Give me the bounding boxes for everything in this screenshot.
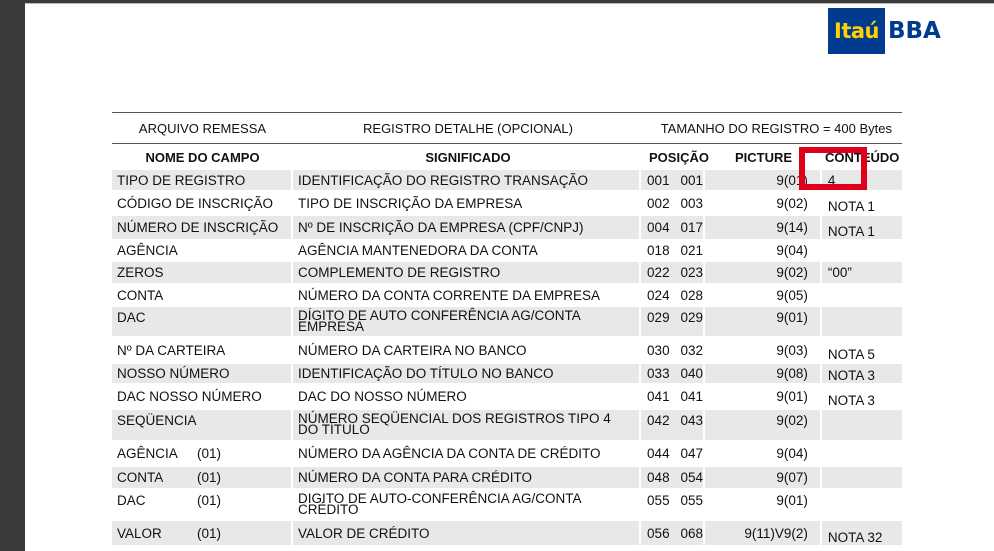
meaning-cell bbox=[293, 490, 639, 519]
content-cell bbox=[822, 467, 902, 488]
picture-format: 9(03) bbox=[776, 342, 808, 358]
picture-format: 9(02) bbox=[776, 413, 808, 428]
field-name: DAC bbox=[117, 493, 146, 508]
position-end: 023 bbox=[680, 265, 704, 280]
position-start: 041 bbox=[647, 389, 670, 404]
field-meaning: COMPLEMENTO DE REGISTRO bbox=[297, 265, 501, 280]
position-cell bbox=[641, 192, 703, 214]
table-row bbox=[112, 521, 902, 547]
content-cell bbox=[822, 307, 902, 336]
table-row bbox=[112, 262, 902, 285]
content-cell bbox=[822, 410, 902, 440]
field-meaning: DÍGITO DE AUTO CONFERÊNCIA AG/CONTA EMPRESA bbox=[297, 308, 581, 334]
position-end: 028 bbox=[680, 287, 704, 303]
field-occurrence: (01) bbox=[197, 470, 222, 485]
position-cell bbox=[641, 170, 703, 190]
field-name-cell bbox=[112, 285, 291, 305]
content-cell bbox=[822, 442, 902, 465]
field-name-cell bbox=[112, 307, 291, 336]
picture-cell bbox=[705, 467, 820, 488]
col-significado: SIGNIFICADO bbox=[425, 149, 511, 165]
field-meaning: IDENTIFICAÇÃO DO TÍTULO NO BANCO bbox=[297, 366, 554, 381]
content-cell bbox=[822, 216, 902, 239]
table-row bbox=[112, 364, 902, 385]
table-row bbox=[112, 385, 902, 410]
col-posicao: POSIÇÃO bbox=[649, 149, 709, 165]
field-content: “00” bbox=[827, 265, 852, 280]
picture-format: 9(02) bbox=[776, 195, 808, 211]
content-cell bbox=[822, 521, 902, 545]
picture-cell bbox=[705, 442, 820, 465]
field-content: NOTA 3 bbox=[827, 368, 875, 383]
field-name-cell bbox=[112, 192, 291, 214]
field-name: SEQÜENCIA bbox=[117, 413, 197, 428]
position-start: 022 bbox=[647, 265, 670, 280]
position-start: 030 bbox=[647, 342, 670, 358]
header-record-type: REGISTRO DETALHE (OPCIONAL) bbox=[363, 120, 573, 136]
field-name: TIPO DE REGISTRO bbox=[117, 172, 246, 188]
position-start: 044 bbox=[647, 446, 670, 461]
position-end: 043 bbox=[680, 413, 704, 428]
field-name: CONTA bbox=[117, 287, 164, 303]
meaning-cell bbox=[293, 364, 639, 383]
picture-cell bbox=[705, 521, 820, 545]
table-row bbox=[112, 410, 902, 442]
field-name: AGÊNCIA bbox=[117, 243, 178, 258]
meaning-cell bbox=[293, 467, 639, 488]
picture-cell bbox=[705, 262, 820, 283]
position-cell bbox=[641, 364, 703, 383]
field-meaning: Nº DE INSCRIÇÃO DA EMPRESA (CPF/CNPJ) bbox=[297, 220, 584, 235]
field-name: NÚMERO DE INSCRIÇÃO bbox=[117, 220, 279, 235]
table-header bbox=[112, 113, 902, 143]
position-end: 003 bbox=[680, 195, 704, 211]
header-file-type: ARQUIVO REMESSA bbox=[138, 120, 267, 136]
table-row bbox=[112, 442, 902, 467]
position-end: 047 bbox=[680, 446, 704, 461]
field-meaning: NÚMERO DA CONTA CORRENTE DA EMPRESA bbox=[297, 287, 601, 303]
position-end: 029 bbox=[680, 310, 704, 325]
field-content: NOTA 1 bbox=[827, 199, 875, 214]
table-row bbox=[112, 216, 902, 241]
col-picture: PICTURE bbox=[735, 149, 793, 165]
header-record-size: TAMANHO DO REGISTRO = 400 Bytes bbox=[660, 120, 892, 136]
meaning-cell bbox=[293, 307, 639, 336]
field-name-cell bbox=[112, 410, 291, 440]
field-name-cell bbox=[112, 442, 291, 465]
meaning-cell bbox=[293, 262, 639, 283]
picture-cell bbox=[705, 410, 820, 440]
col-nome: NOME DO CAMPO bbox=[145, 149, 260, 165]
column-headers bbox=[112, 144, 902, 170]
field-meaning: TIPO DE INSCRIÇÃO DA EMPRESA bbox=[297, 195, 523, 211]
table-row bbox=[112, 490, 902, 521]
window-frame-edge bbox=[25, 3, 994, 4]
picture-cell bbox=[705, 490, 820, 519]
meaning-cell bbox=[293, 338, 639, 362]
picture-format: 9(02) bbox=[776, 265, 808, 280]
field-name: Nº DA CARTEIRA bbox=[117, 342, 226, 358]
position-start: 002 bbox=[647, 195, 670, 211]
position-cell bbox=[641, 262, 703, 283]
meaning-cell bbox=[293, 521, 639, 545]
table-row bbox=[112, 192, 902, 216]
picture-format: 9(14) bbox=[776, 220, 808, 235]
picture-cell bbox=[705, 307, 820, 336]
position-start: 033 bbox=[647, 366, 670, 381]
field-content: 4 bbox=[827, 172, 836, 188]
table-row bbox=[112, 307, 902, 338]
position-cell bbox=[641, 442, 703, 465]
content-cell bbox=[822, 285, 902, 305]
field-meaning: NÚMERO DA CARTEIRA NO BANCO bbox=[297, 342, 527, 358]
picture-cell bbox=[705, 241, 820, 260]
position-cell bbox=[641, 216, 703, 239]
position-start: 055 bbox=[647, 493, 670, 508]
position-start: 029 bbox=[647, 310, 670, 325]
picture-format: 9(04) bbox=[776, 243, 808, 258]
field-name: NOSSO NÚMERO bbox=[117, 366, 230, 381]
picture-format: 9(01) bbox=[776, 389, 808, 404]
picture-cell bbox=[705, 385, 820, 408]
field-meaning: NÚMERO DA AGÊNCIA DA CONTA DE CRÉDITO bbox=[297, 446, 601, 461]
field-occurrence: (01) bbox=[197, 446, 222, 461]
position-cell bbox=[641, 307, 703, 336]
position-start: 048 bbox=[647, 470, 670, 485]
content-cell bbox=[822, 364, 902, 383]
field-name: CONTA bbox=[117, 470, 164, 485]
field-name: ZEROS bbox=[117, 265, 164, 280]
field-content: NOTA 5 bbox=[827, 347, 875, 362]
table-body bbox=[112, 170, 902, 547]
record-layout-table bbox=[112, 112, 902, 547]
position-cell bbox=[641, 467, 703, 488]
position-end: 040 bbox=[680, 366, 704, 381]
logo-brand: Itaú bbox=[828, 8, 885, 54]
field-name-cell bbox=[112, 338, 291, 362]
picture-format: 9(05) bbox=[776, 287, 808, 303]
picture-format: 9(01) bbox=[776, 310, 808, 325]
position-cell bbox=[641, 285, 703, 305]
position-start: 042 bbox=[647, 413, 670, 428]
field-name-cell bbox=[112, 467, 291, 488]
field-meaning: NÚMERO SEQÜENCIAL DOS REGISTROS TIPO 4 DO TÍTULO bbox=[297, 411, 611, 437]
field-name-cell bbox=[112, 216, 291, 239]
table-row bbox=[112, 170, 902, 192]
position-end: 054 bbox=[680, 470, 704, 485]
field-content: NOTA 32 bbox=[827, 530, 883, 545]
field-name: CÓDIGO DE INSCRIÇÃO bbox=[117, 195, 274, 211]
field-name-cell bbox=[112, 385, 291, 408]
table-row bbox=[112, 467, 902, 490]
picture-format: 9(11)V9(2) bbox=[744, 525, 808, 541]
logo-suffix: BBA bbox=[887, 18, 941, 44]
field-content: NOTA 3 bbox=[827, 393, 875, 408]
field-name-cell bbox=[112, 241, 291, 260]
position-cell bbox=[641, 241, 703, 260]
meaning-cell bbox=[293, 216, 639, 239]
content-cell bbox=[822, 490, 902, 519]
picture-cell bbox=[705, 285, 820, 305]
picture-format: 9(01) bbox=[776, 493, 808, 508]
field-name-cell bbox=[112, 490, 291, 519]
field-content: NOTA 1 bbox=[827, 224, 875, 239]
position-end: 055 bbox=[680, 493, 704, 508]
field-meaning: VALOR DE CRÉDITO bbox=[297, 525, 430, 541]
position-end: 032 bbox=[680, 342, 704, 358]
field-name-cell bbox=[112, 364, 291, 383]
picture-format: 9(01) bbox=[776, 172, 808, 188]
field-name: AGÊNCIA bbox=[117, 446, 178, 461]
content-cell bbox=[822, 262, 902, 283]
red-highlight-box bbox=[799, 147, 867, 190]
content-cell bbox=[822, 385, 902, 408]
field-occurrence: (01) bbox=[197, 493, 222, 508]
picture-cell bbox=[705, 192, 820, 214]
position-cell bbox=[641, 410, 703, 440]
field-meaning: AGÊNCIA MANTENEDORA DA CONTA bbox=[297, 243, 538, 258]
table-row bbox=[112, 285, 902, 307]
field-name: DAC bbox=[117, 310, 146, 325]
position-start: 001 bbox=[647, 172, 670, 188]
field-name-cell bbox=[112, 521, 291, 545]
position-cell bbox=[641, 521, 703, 545]
meaning-cell bbox=[293, 241, 639, 260]
position-end: 001 bbox=[680, 172, 704, 188]
meaning-cell bbox=[293, 442, 639, 465]
picture-cell bbox=[705, 338, 820, 362]
position-end: 021 bbox=[680, 243, 704, 258]
meaning-cell bbox=[293, 410, 639, 440]
meaning-cell bbox=[293, 385, 639, 408]
position-end: 041 bbox=[680, 389, 704, 404]
content-cell bbox=[822, 338, 902, 362]
position-end: 017 bbox=[680, 220, 704, 235]
field-meaning: DAC DO NOSSO NÚMERO bbox=[297, 389, 467, 404]
table-row bbox=[112, 241, 902, 262]
table-row bbox=[112, 338, 902, 364]
picture-cell bbox=[705, 364, 820, 383]
field-name-cell bbox=[112, 262, 291, 283]
position-cell bbox=[641, 338, 703, 362]
position-end: 068 bbox=[680, 525, 704, 541]
position-start: 024 bbox=[647, 287, 670, 303]
field-name: VALOR bbox=[117, 525, 162, 541]
field-meaning: DIGITO DE AUTO-CONFERÊNCIA AG/CONTA CRÉDITO bbox=[297, 491, 581, 517]
position-start: 004 bbox=[647, 220, 670, 235]
picture-format: 9(08) bbox=[776, 366, 808, 381]
field-occurrence: (01) bbox=[197, 525, 222, 541]
col-conteudo: CONTEÚDO bbox=[825, 149, 900, 165]
position-cell bbox=[641, 490, 703, 519]
position-cell bbox=[641, 385, 703, 408]
window-frame-left bbox=[0, 0, 25, 551]
itau-bba-logo bbox=[828, 8, 941, 54]
field-meaning: IDENTIFICAÇÃO DO REGISTRO TRANSAÇÃO bbox=[297, 172, 589, 188]
position-start: 018 bbox=[647, 243, 670, 258]
meaning-cell bbox=[293, 192, 639, 214]
meaning-cell bbox=[293, 170, 639, 190]
field-name-cell bbox=[112, 170, 291, 190]
content-cell bbox=[822, 192, 902, 214]
field-meaning: NÚMERO DA CONTA PARA CRÉDITO bbox=[297, 470, 533, 485]
picture-format: 9(04) bbox=[776, 446, 808, 461]
picture-cell bbox=[705, 216, 820, 239]
meaning-cell bbox=[293, 285, 639, 305]
position-start: 056 bbox=[647, 525, 670, 541]
content-cell bbox=[822, 241, 902, 260]
picture-format: 9(07) bbox=[776, 470, 808, 485]
field-name: DAC NOSSO NÚMERO bbox=[117, 389, 262, 404]
